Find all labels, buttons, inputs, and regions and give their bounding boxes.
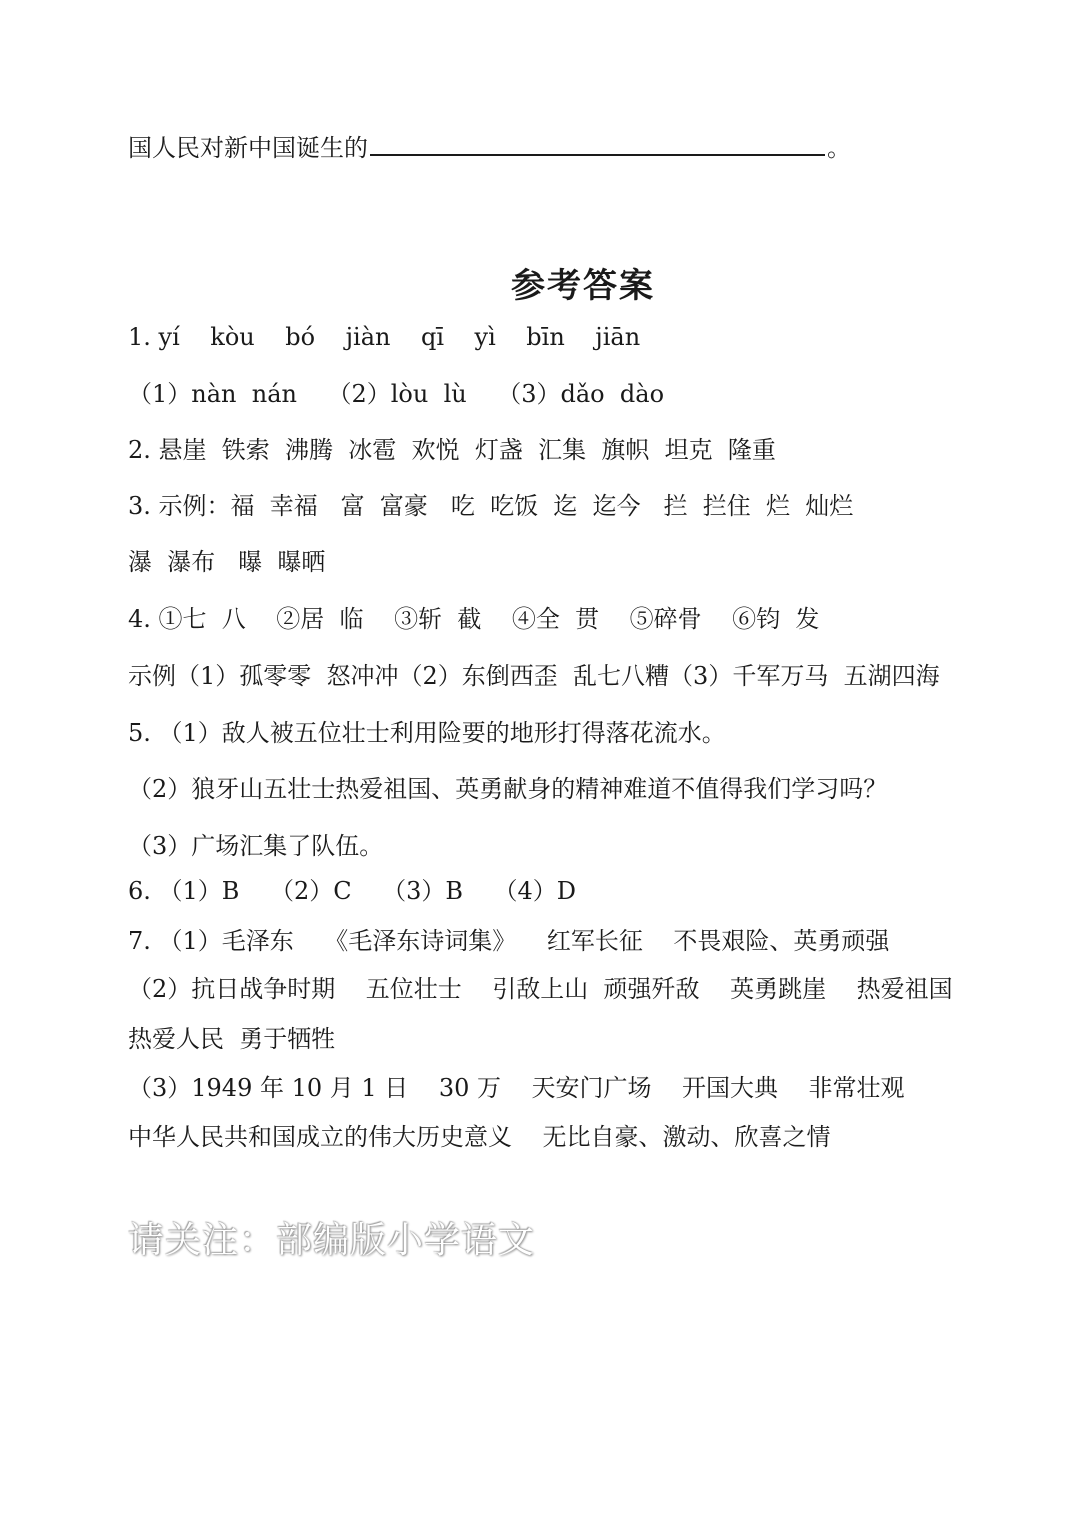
answer-5-line-3: （3）广场汇集了队伍。 [128, 832, 384, 860]
answer-5-line-1: 5. （1）敌人被五位壮士利用险要的地形打得落花流水。 [128, 719, 726, 747]
answer-3-line-2: 瀑 瀑布 曝 曝晒 [128, 548, 326, 576]
answer-7-line-3: 热爱人民 勇于牺牲 [128, 1025, 336, 1053]
top-line-suffix: 。 [827, 134, 851, 162]
answer-7-line-5: 中华人民共和国成立的伟大历史意义 无比自豪、激动、欣喜之情 [128, 1123, 831, 1151]
follow-watermark: 请关注：部编版小学语文 [128, 1220, 536, 1261]
answer-5-line-2: （2）狼牙山五壮士热爱祖国、英勇献身的精神难道不值得我们学习吗？ [128, 775, 888, 803]
answer-6: 6. （1）B （2）C （3）B （4）D [128, 877, 577, 905]
answer-2: 2. 悬崖 铁索 沸腾 冰雹 欢悦 灯盏 汇集 旗帜 坦克 隆重 [128, 436, 776, 464]
answer-4-line-1: 4. ①七 八 ②居 临 ③斩 截 ④全 贯 ⑤碎骨 ⑥钧 发 [128, 605, 820, 633]
answer-1-pinyin: 1. yí kòu bó jiàn qī yì bīn jiān [128, 323, 641, 351]
top-fill-line [128, 130, 851, 164]
answer-3-line-1: 3. 示例：福 幸福 富 富豪 吃 吃饭 迄 迄今 拦 拦住 烂 灿烂 [128, 492, 854, 520]
answer-7-line-4: （3）1949 年 10 月 1 日 30 万 天安门广场 开国大典 非常壮观 [128, 1074, 905, 1102]
answer-7-line-2: （2）抗日战争时期 五位壮士 引敌上山 顽强歼敌 英勇跳崖 热爱祖国 [128, 975, 953, 1003]
top-line-prefix: 国人民对新中国诞生的 [128, 134, 368, 162]
answer-1-sub: （1）nàn nán （2）lòu lù （3）dǎo dào [128, 380, 665, 408]
answer-7-line-1: 7. （1）毛泽东 《毛泽东诗词集》 红军长征 不畏艰险、英勇顽强 [128, 927, 890, 955]
answer-key-title: 参考答案 [511, 266, 655, 306]
answer-4-line-2: 示例（1）孤零零 怒冲冲（2）东倒西歪 乱七八糟（3）千军万马 五湖四海 [128, 662, 940, 690]
answer-blank [370, 130, 825, 156]
